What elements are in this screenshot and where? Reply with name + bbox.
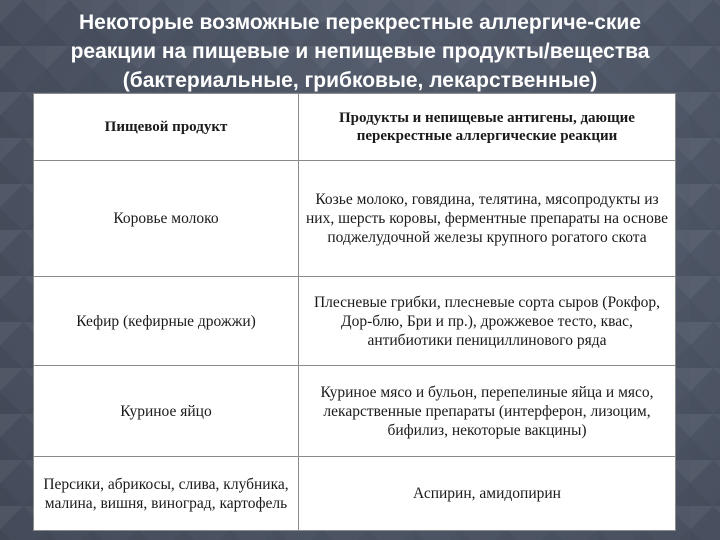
allergy-table-container bbox=[33, 93, 675, 530]
table-row bbox=[34, 277, 676, 366]
table-header-row bbox=[34, 94, 676, 161]
header-cross-antigens: Продукты и непищевые антигены, дающие перекрестные аллергические реакции bbox=[299, 94, 676, 161]
title-line-1: Некоторые возможные перекрестные аллергиче-ские bbox=[78, 11, 642, 34]
cell-product: Куриное яйцо bbox=[34, 366, 299, 457]
cell-cross-reactions: Аспирин, амидопирин bbox=[299, 457, 676, 531]
cell-product: Кефир (кефирные дрожжи) bbox=[34, 277, 299, 366]
cell-cross-reactions: Плесневые грибки, плесневые сорта сыров (Рокфор, Дор-блю, Бри и пр.), дрожжевое тесто, квас, антибиотики пенициллинового ряда bbox=[299, 277, 676, 366]
title-line-2: реакции на пищевые и непищевые продукты/вещества bbox=[70, 40, 650, 63]
title-line-3: (бактериальные, грибковые, лекарственные) bbox=[122, 69, 598, 92]
table-row bbox=[34, 366, 676, 457]
cross-allergy-table bbox=[33, 93, 676, 531]
table-row bbox=[34, 161, 676, 277]
slide-title bbox=[0, 8, 720, 95]
cell-cross-reactions: Козье молоко, говядина, телятина, мясопродукты из них, шерсть коровы, ферментные препараты на основе поджелудочной железы крупного рогатого скота bbox=[299, 161, 676, 277]
table-row bbox=[34, 457, 676, 531]
header-food-product: Пищевой продукт bbox=[34, 94, 299, 161]
cell-cross-reactions: Куриное мясо и бульон, перепелиные яйца и мясо, лекарственные препараты (интерферон, лизоцим, бифилиз, некоторые вакцины) bbox=[299, 366, 676, 457]
cell-product: Коровье молоко bbox=[34, 161, 299, 277]
cell-product: Персики, абрикосы, слива, клубника, малина, вишня, виноград, картофель bbox=[34, 457, 299, 531]
